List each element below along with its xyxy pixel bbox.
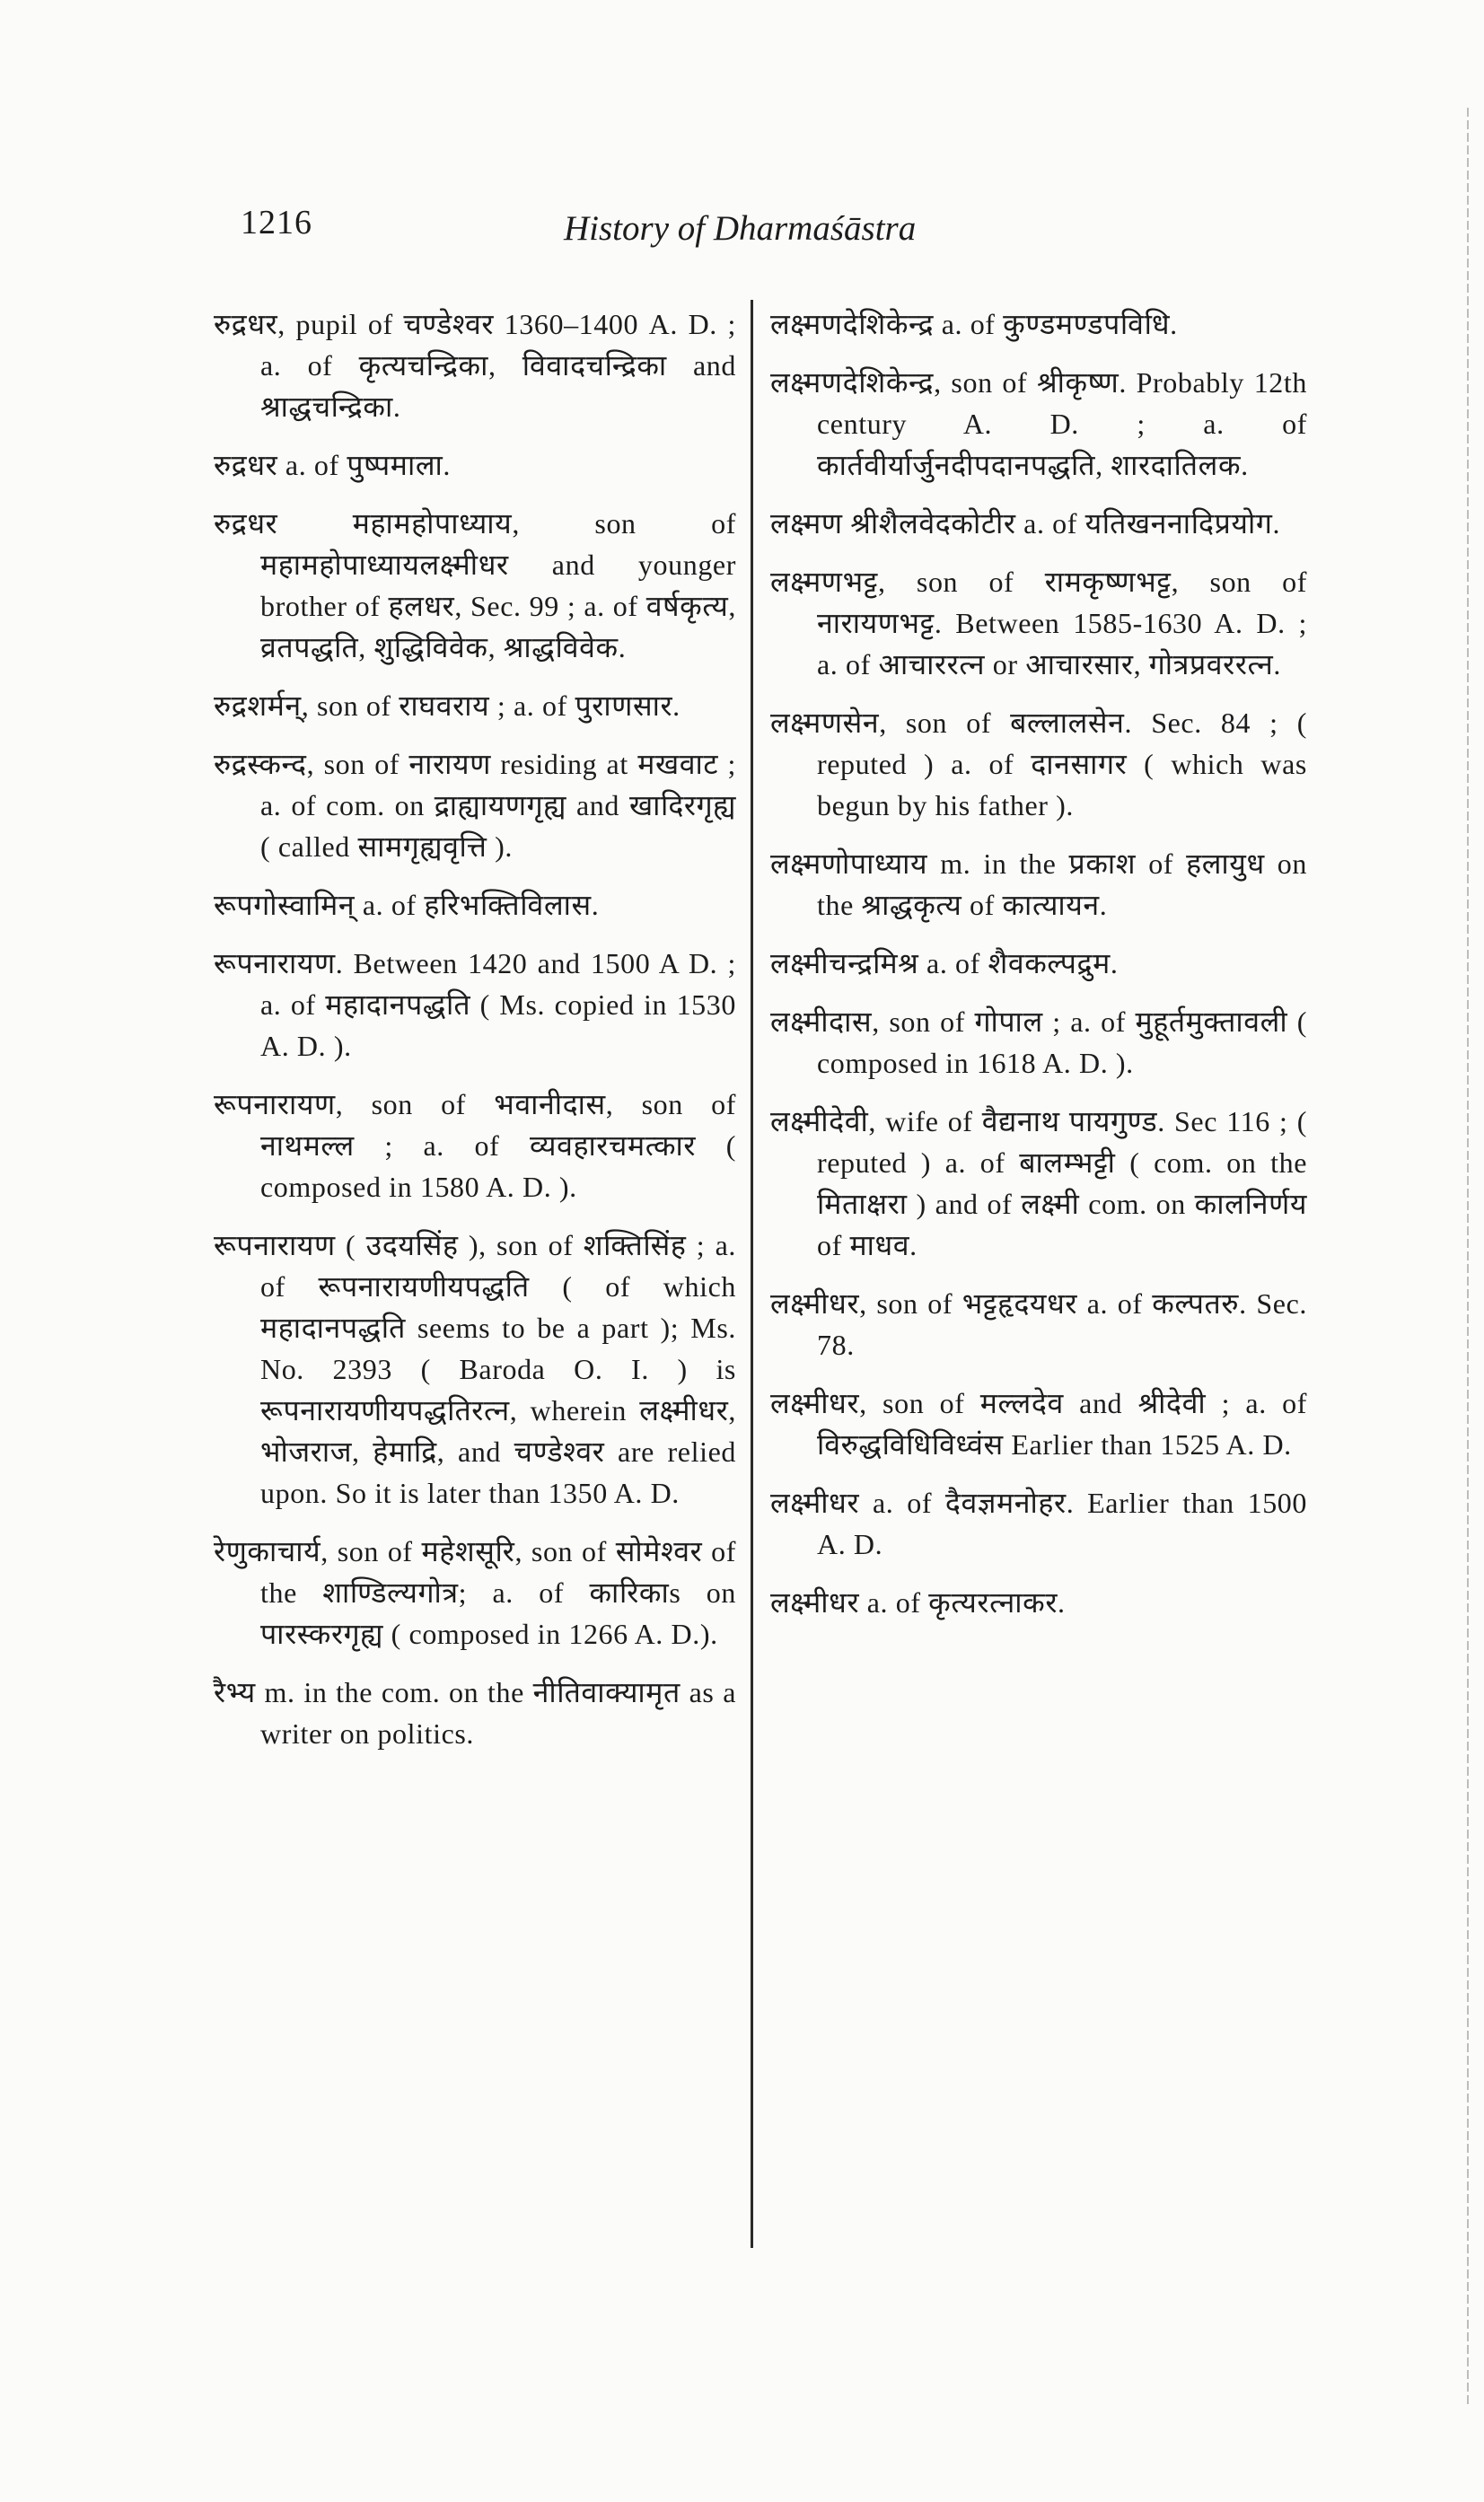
- scan-edge-line: [1467, 108, 1469, 2406]
- right-column: [770, 303, 1307, 1640]
- index-entry: लक्ष्मीधर a. of दैवज्ञमनोहर. Earlier than 1500 A. D.: [770, 1487, 1307, 1560]
- index-entry: रूपनारायण. Between 1420 and 1500 A D. ; a. of महादानपद्धति ( Ms. copied in 1530 A. D. ).: [214, 947, 736, 1062]
- index-entry: लक्ष्मणोपाध्याय m. in the प्रकाश of हलायुध on the श्राद्धकृत्य of कात्यायन.: [770, 847, 1307, 921]
- index-entry: लक्ष्मण श्रीशैलवेदकोटीर a. of यतिखननादिप्रयोग.: [770, 507, 1281, 540]
- index-entry: रैभ्य m. in the com. on the नीतिवाक्यामृत as a writer on politics.: [214, 1676, 736, 1750]
- index-entry: लक्ष्मीधर, son of भट्टहृदयधर a. of कल्पतरु. Sec. 78.: [770, 1287, 1307, 1361]
- column-divider: [751, 300, 753, 2248]
- running-title: History of Dharmaśāstra: [564, 209, 917, 248]
- index-entry: रूपगोस्वामिन् a. of हरिभक्तिविलास.: [214, 889, 600, 921]
- index-entry: रुद्रधर, pupil of चण्डेश्वर 1360–1400 A. D. ; a. of कृत्यचन्द्रिका, विवादचन्द्रिका and श्राद्धचन्द्रिका.: [214, 308, 736, 423]
- index-entry: लक्ष्मीदेवी, wife of वैद्यनाथ पायगुण्ड. Sec 116 ; ( reputed ) a. of बालम्भट्टी ( com. on the मिताक्षरा ) and of लक्ष्मी com. on कालनिर्णय of माधव.: [770, 1105, 1307, 1261]
- index-entry: रूपनारायण, son of भवानीदास, son of नाथमल्ल ; a. of व्यवहारचमत्कार ( composed in 1580 A. D. ).: [214, 1088, 736, 1203]
- index-entry: रुद्रशर्मन्, son of राघवराय ; a. of पुराणसार.: [214, 689, 681, 722]
- index-entry: लक्ष्मीधर a. of कृत्यरत्नाकर.: [770, 1586, 1066, 1619]
- index-entry: लक्ष्मणदेशिकेन्द्र, son of श्रीकृष्ण. Probably 12th century A. D. ; a. of कार्तवीर्यार्जुनदीपदानपद्धति, शारदातिलक.: [770, 366, 1307, 481]
- index-entry: रुद्रधर a. of पुष्पमाला.: [214, 449, 452, 481]
- index-entry: लक्ष्मीधर, son of मल्लदेव and श्रीदेवी ; a. of विरुद्धविधिविध्वंस Earlier than 1525 A. D.: [770, 1387, 1307, 1461]
- index-entry: रेणुकाचार्य, son of महेशसूरि, son of सोमेश्वर of the शाण्डिल्यगोत्र; a. of कारिकाs on पारस्करगृह्य ( composed in 1266 A. D.).: [214, 1535, 736, 1650]
- left-column: [214, 303, 736, 1771]
- index-entry: लक्ष्मीदास, son of गोपाल ; a. of मुहूर्तमुक्तावली ( composed in 1618 A. D. ).: [770, 1005, 1307, 1079]
- index-entry: लक्ष्मणदेशिकेन्द्र a. of कुण्डमण्डपविधि.: [770, 308, 1178, 340]
- index-entry: रुद्रस्कन्द, son of नारायण residing at मखवाट ; a. of com. on द्राह्यायणगृह्य and खादिरगृह्य ( called सामगृह्यवृत्ति ).: [214, 748, 736, 863]
- index-entry: लक्ष्मीचन्द्रमिश्र a. of शैवकल्पद्रुम.: [770, 947, 1119, 979]
- index-entry: लक्ष्मणभट्ट, son of रामकृष्णभट्ट, son of नारायणभट्ट. Between 1585-1630 A. D. ; a. of आचाररत्न or आचारसार, गोत्रप्रवररत्न.: [770, 566, 1307, 680]
- index-entry: रूपनारायण ( उदयसिंह ), son of शक्तिसिंह ; a. of रूपनारायणीयपद्धति ( of which महादानपद्धति seems to be a part ); Ms. No. 2393 ( Baroda O. I. ) is रूपनारायणीयपद्धतिरत्न, wherein लक्ष्मीधर, भोजराज, हेमाद्रि, and चण्डेश्वर are relied upon. So it is later than 1350 A. D.: [214, 1229, 736, 1509]
- page-number: 1216: [241, 204, 312, 241]
- index-entry: रुद्रधर महामहोपाध्याय, son of महामहोपाध्यायलक्ष्मीधर and younger brother of हलधर, Sec. 99 ; a. of वर्षकृत्य, व्रतपद्धति, शुद्धिविवेक, श्राद्धविवेक.: [214, 507, 736, 663]
- index-entry: लक्ष्मणसेन, son of बल्लालसेन. Sec. 84 ; ( reputed ) a. of दानसागर ( which was begun by his father ).: [770, 707, 1307, 821]
